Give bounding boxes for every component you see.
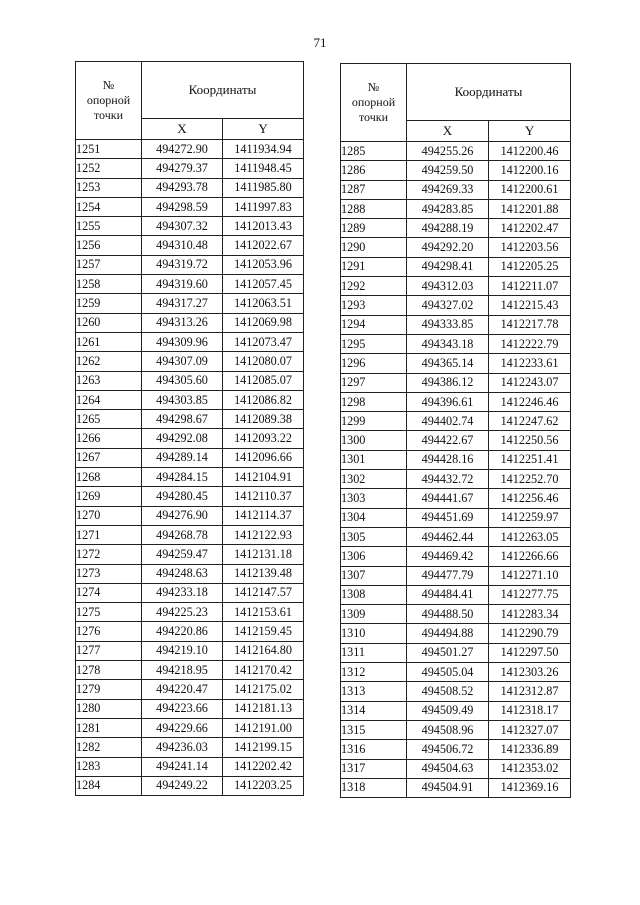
y-coordinate-cell: 1412318.17: [489, 701, 571, 720]
table-row: [341, 412, 571, 431]
point-number-cell: 1283: [76, 757, 142, 776]
table-row: [341, 180, 571, 199]
point-number-cell: 1256: [76, 236, 142, 255]
table-row: [341, 778, 571, 797]
x-header: X: [142, 119, 223, 140]
point-number-cell: 1297: [341, 373, 407, 392]
point-number-symbol: №: [102, 78, 115, 92]
x-coordinate-cell: 494312.03: [407, 277, 489, 296]
y-coordinate-cell: 1412256.46: [489, 489, 571, 508]
x-coordinate-cell: 494509.49: [407, 701, 489, 720]
table-row: [341, 585, 571, 604]
point-number-cell: 1302: [341, 470, 407, 489]
table-row: [341, 682, 571, 701]
point-number-cell: 1287: [341, 180, 407, 199]
point-number-cell: 1301: [341, 450, 407, 469]
table-row: [76, 332, 304, 351]
x-coordinate-cell: 494233.18: [142, 583, 223, 602]
x-coordinate-cell: 494279.37: [142, 159, 223, 178]
y-coordinate-cell: 1412297.50: [489, 643, 571, 662]
table-row: [341, 161, 571, 180]
y-coordinate-cell: 1412215.43: [489, 296, 571, 315]
point-number-cell: 1286: [341, 161, 407, 180]
point-number-word-1: опорной: [351, 95, 396, 109]
point-number-cell: 1276: [76, 622, 142, 641]
table-row: [341, 508, 571, 527]
x-coordinate-cell: 494298.41: [407, 257, 489, 276]
y-coordinate-cell: 1412200.16: [489, 161, 571, 180]
point-number-cell: 1318: [341, 778, 407, 797]
x-coordinate-cell: 494488.50: [407, 605, 489, 624]
x-coordinate-cell: 494343.18: [407, 334, 489, 353]
table-row: [76, 661, 304, 680]
point-number-cell: 1295: [341, 334, 407, 353]
table-row: [76, 468, 304, 487]
table-row: [341, 315, 571, 334]
point-number-cell: 1254: [76, 197, 142, 216]
x-coordinate-cell: 494225.23: [142, 603, 223, 622]
x-coordinate-cell: 494241.14: [142, 757, 223, 776]
point-number-cell: 1266: [76, 429, 142, 448]
table-row: [341, 489, 571, 508]
x-coordinate-cell: 494402.74: [407, 412, 489, 431]
y-coordinate-cell: 1412170.42: [223, 661, 304, 680]
x-coordinate-cell: 494248.63: [142, 564, 223, 583]
table-row: [76, 718, 304, 737]
table-row: [76, 275, 304, 294]
table-row: [341, 354, 571, 373]
y-header: Y: [223, 119, 304, 140]
y-coordinate-cell: 1411997.83: [223, 197, 304, 216]
table-row: [76, 390, 304, 409]
point-number-cell: 1308: [341, 585, 407, 604]
x-coordinate-cell: 494451.69: [407, 508, 489, 527]
y-coordinate-cell: 1412122.93: [223, 525, 304, 544]
x-coordinate-cell: 494249.22: [142, 776, 223, 795]
point-number-cell: 1307: [341, 566, 407, 585]
y-coordinate-cell: 1412104.91: [223, 468, 304, 487]
point-number-cell: 1279: [76, 680, 142, 699]
x-coordinate-cell: 494276.90: [142, 506, 223, 525]
y-coordinate-cell: 1412203.56: [489, 238, 571, 257]
y-coordinate-cell: 1412252.70: [489, 470, 571, 489]
point-number-cell: 1281: [76, 718, 142, 737]
x-coordinate-cell: 494305.60: [142, 371, 223, 390]
y-coordinate-cell: 1412063.51: [223, 294, 304, 313]
x-coordinate-cell: 494428.16: [407, 450, 489, 469]
point-number-cell: 1290: [341, 238, 407, 257]
table-row: [76, 545, 304, 564]
table-body-right: [341, 142, 571, 798]
point-number-cell: 1293: [341, 296, 407, 315]
y-coordinate-cell: 1411985.80: [223, 178, 304, 197]
point-number-cell: 1292: [341, 277, 407, 296]
point-number-header: [76, 62, 142, 140]
point-number-cell: 1298: [341, 392, 407, 411]
point-number-cell: 1304: [341, 508, 407, 527]
y-coordinate-cell: 1412147.57: [223, 583, 304, 602]
point-number-cell: 1306: [341, 547, 407, 566]
y-coordinate-cell: 1412093.22: [223, 429, 304, 448]
x-coordinate-cell: 494283.85: [407, 199, 489, 218]
table-row: [76, 564, 304, 583]
page-number: 71: [313, 35, 327, 50]
table-row: [76, 197, 304, 216]
y-coordinate-cell: 1412159.45: [223, 622, 304, 641]
point-number-cell: 1268: [76, 468, 142, 487]
y-coordinate-cell: 1412073.47: [223, 332, 304, 351]
y-coordinate-cell: 1412053.96: [223, 255, 304, 274]
point-number-cell: 1269: [76, 487, 142, 506]
x-coordinate-cell: 494319.72: [142, 255, 223, 274]
x-coordinate-cell: 494298.67: [142, 410, 223, 429]
y-coordinate-cell: 1412131.18: [223, 545, 304, 564]
point-number-cell: 1255: [76, 217, 142, 236]
table-row: [76, 159, 304, 178]
point-number-cell: 1259: [76, 294, 142, 313]
table-row: [341, 277, 571, 296]
point-number-cell: 1284: [76, 776, 142, 795]
x-coordinate-cell: 494506.72: [407, 740, 489, 759]
point-number-cell: 1285: [341, 142, 407, 161]
table-row: [341, 257, 571, 276]
point-number-word-1: опорной: [86, 93, 131, 107]
y-coordinate-cell: 1412246.46: [489, 392, 571, 411]
y-coordinate-cell: 1412089.38: [223, 410, 304, 429]
point-number-cell: 1289: [341, 219, 407, 238]
table-row: [341, 334, 571, 353]
point-number-cell: 1299: [341, 412, 407, 431]
x-coordinate-cell: 494219.10: [142, 641, 223, 660]
coordinates-table-right: [340, 63, 571, 798]
table-row: [76, 236, 304, 255]
x-coordinate-cell: 494508.52: [407, 682, 489, 701]
x-coordinate-cell: 494462.44: [407, 527, 489, 546]
point-number-cell: 1314: [341, 701, 407, 720]
point-number-cell: 1309: [341, 605, 407, 624]
x-coordinate-cell: 494269.33: [407, 180, 489, 199]
x-coordinate-cell: 494504.91: [407, 778, 489, 797]
point-number-cell: 1316: [341, 740, 407, 759]
x-coordinate-cell: 494220.86: [142, 622, 223, 641]
x-coordinate-cell: 494501.27: [407, 643, 489, 662]
y-coordinate-cell: 1412202.47: [489, 219, 571, 238]
x-coordinate-cell: 494319.60: [142, 275, 223, 294]
table-row: [76, 294, 304, 313]
point-number-cell: 1265: [76, 410, 142, 429]
table-row: [76, 506, 304, 525]
point-number-cell: 1253: [76, 178, 142, 197]
table-row: [76, 641, 304, 660]
point-number-cell: 1260: [76, 313, 142, 332]
point-number-cell: 1257: [76, 255, 142, 274]
point-number-cell: 1258: [76, 275, 142, 294]
x-coordinate-cell: 494292.20: [407, 238, 489, 257]
y-coordinate-cell: 1412013.43: [223, 217, 304, 236]
coordinates-header: Координаты: [407, 64, 571, 121]
table-row: [76, 487, 304, 506]
x-coordinate-cell: 494317.27: [142, 294, 223, 313]
table-row: [341, 450, 571, 469]
table-row: [76, 583, 304, 602]
point-number-cell: 1305: [341, 527, 407, 546]
x-coordinate-cell: 494292.08: [142, 429, 223, 448]
y-coordinate-cell: 1412114.37: [223, 506, 304, 525]
table-row: [341, 566, 571, 585]
x-coordinate-cell: 494365.14: [407, 354, 489, 373]
point-number-cell: 1262: [76, 352, 142, 371]
x-coordinate-cell: 494288.19: [407, 219, 489, 238]
x-coordinate-cell: 494268.78: [142, 525, 223, 544]
point-number-cell: 1288: [341, 199, 407, 218]
table-row: [341, 643, 571, 662]
x-coordinate-cell: 494441.67: [407, 489, 489, 508]
table-row: [76, 603, 304, 622]
point-number-cell: 1252: [76, 159, 142, 178]
y-coordinate-cell: 1412139.48: [223, 564, 304, 583]
table-row: [76, 410, 304, 429]
x-coordinate-cell: 494469.42: [407, 547, 489, 566]
table-row: [76, 371, 304, 390]
table-row: [341, 142, 571, 161]
y-coordinate-cell: 1411948.45: [223, 159, 304, 178]
table-row: [341, 199, 571, 218]
y-coordinate-cell: 1412243.07: [489, 373, 571, 392]
y-coordinate-cell: 1412181.13: [223, 699, 304, 718]
y-coordinate-cell: 1412217.78: [489, 315, 571, 334]
y-coordinate-cell: 1412336.89: [489, 740, 571, 759]
x-coordinate-cell: 494289.14: [142, 448, 223, 467]
y-coordinate-cell: 1412277.75: [489, 585, 571, 604]
point-number-cell: 1271: [76, 525, 142, 544]
x-coordinate-cell: 494386.12: [407, 373, 489, 392]
table-row: [341, 624, 571, 643]
table-row: [341, 392, 571, 411]
table-row: [341, 605, 571, 624]
y-coordinate-cell: 1412057.45: [223, 275, 304, 294]
x-header: X: [407, 121, 489, 142]
table-row: [341, 470, 571, 489]
y-coordinate-cell: 1412303.26: [489, 663, 571, 682]
y-coordinate-cell: 1412202.42: [223, 757, 304, 776]
point-number-cell: 1274: [76, 583, 142, 602]
table-row: [76, 757, 304, 776]
point-number-header: [341, 64, 407, 142]
x-coordinate-cell: 494327.02: [407, 296, 489, 315]
table-row: [341, 701, 571, 720]
y-coordinate-cell: 1412327.07: [489, 720, 571, 739]
point-number-symbol: №: [367, 80, 380, 94]
y-coordinate-cell: 1412283.34: [489, 605, 571, 624]
x-coordinate-cell: 494477.79: [407, 566, 489, 585]
table-row: [76, 217, 304, 236]
x-coordinate-cell: 494504.63: [407, 759, 489, 778]
coordinates-header: Координаты: [142, 62, 304, 119]
x-coordinate-cell: 494484.41: [407, 585, 489, 604]
point-number-cell: 1291: [341, 257, 407, 276]
x-coordinate-cell: 494508.96: [407, 720, 489, 739]
y-coordinate-cell: 1412096.66: [223, 448, 304, 467]
table-row: [341, 547, 571, 566]
point-number-cell: 1273: [76, 564, 142, 583]
table-row: [341, 296, 571, 315]
y-coordinate-cell: 1412266.66: [489, 547, 571, 566]
table-row: [76, 622, 304, 641]
x-coordinate-cell: 494309.96: [142, 332, 223, 351]
y-coordinate-cell: 1412263.05: [489, 527, 571, 546]
x-coordinate-cell: 494505.04: [407, 663, 489, 682]
table-row: [341, 431, 571, 450]
table-row: [76, 178, 304, 197]
y-coordinate-cell: 1412211.07: [489, 277, 571, 296]
table-row: [341, 740, 571, 759]
point-number-cell: 1313: [341, 682, 407, 701]
x-coordinate-cell: 494396.61: [407, 392, 489, 411]
x-coordinate-cell: 494422.67: [407, 431, 489, 450]
table-row: [341, 720, 571, 739]
y-coordinate-cell: 1412085.07: [223, 371, 304, 390]
point-number-cell: 1263: [76, 371, 142, 390]
x-coordinate-cell: 494310.48: [142, 236, 223, 255]
point-number-cell: 1272: [76, 545, 142, 564]
point-number-cell: 1303: [341, 489, 407, 508]
point-number-cell: 1317: [341, 759, 407, 778]
point-number-cell: 1251: [76, 140, 142, 159]
point-number-cell: 1280: [76, 699, 142, 718]
table-row: [76, 525, 304, 544]
point-number-cell: 1312: [341, 663, 407, 682]
point-number-cell: 1277: [76, 641, 142, 660]
y-coordinate-cell: 1412199.15: [223, 738, 304, 757]
point-number-cell: 1296: [341, 354, 407, 373]
table-row: [76, 352, 304, 371]
point-number-cell: 1300: [341, 431, 407, 450]
point-number-word-2: точки: [93, 108, 124, 122]
y-coordinate-cell: 1412201.88: [489, 199, 571, 218]
x-coordinate-cell: 494494.88: [407, 624, 489, 643]
point-number-cell: 1310: [341, 624, 407, 643]
y-coordinate-cell: 1412153.61: [223, 603, 304, 622]
x-coordinate-cell: 494255.26: [407, 142, 489, 161]
y-header: Y: [489, 121, 571, 142]
x-coordinate-cell: 494284.15: [142, 468, 223, 487]
y-coordinate-cell: 1412175.02: [223, 680, 304, 699]
y-coordinate-cell: 1412369.16: [489, 778, 571, 797]
y-coordinate-cell: 1412290.79: [489, 624, 571, 643]
y-coordinate-cell: 1412080.07: [223, 352, 304, 371]
y-coordinate-cell: 1412022.67: [223, 236, 304, 255]
x-coordinate-cell: 494313.26: [142, 313, 223, 332]
y-coordinate-cell: 1412247.62: [489, 412, 571, 431]
y-coordinate-cell: 1412200.46: [489, 142, 571, 161]
x-coordinate-cell: 494432.72: [407, 470, 489, 489]
point-number-cell: 1275: [76, 603, 142, 622]
table-row: [76, 699, 304, 718]
table-body-left: [76, 140, 304, 796]
y-coordinate-cell: 1412251.41: [489, 450, 571, 469]
x-coordinate-cell: 494259.50: [407, 161, 489, 180]
y-coordinate-cell: 1412233.61: [489, 354, 571, 373]
table-row: [76, 738, 304, 757]
x-coordinate-cell: 494307.32: [142, 217, 223, 236]
y-coordinate-cell: 1412250.56: [489, 431, 571, 450]
point-number-cell: 1315: [341, 720, 407, 739]
y-coordinate-cell: 1412164.80: [223, 641, 304, 660]
point-number-cell: 1278: [76, 661, 142, 680]
y-coordinate-cell: 1412222.79: [489, 334, 571, 353]
table-row: [76, 255, 304, 274]
x-coordinate-cell: 494303.85: [142, 390, 223, 409]
x-coordinate-cell: 494259.47: [142, 545, 223, 564]
table-row: [341, 238, 571, 257]
x-coordinate-cell: 494218.95: [142, 661, 223, 680]
table-row: [76, 313, 304, 332]
x-coordinate-cell: 494298.59: [142, 197, 223, 216]
table-row: [341, 219, 571, 238]
y-coordinate-cell: 1412205.25: [489, 257, 571, 276]
table-row: [76, 680, 304, 699]
point-number-cell: 1261: [76, 332, 142, 351]
x-coordinate-cell: 494272.90: [142, 140, 223, 159]
x-coordinate-cell: 494280.45: [142, 487, 223, 506]
y-coordinate-cell: 1412353.02: [489, 759, 571, 778]
x-coordinate-cell: 494236.03: [142, 738, 223, 757]
table-row: [341, 759, 571, 778]
y-coordinate-cell: 1412203.25: [223, 776, 304, 795]
x-coordinate-cell: 494333.85: [407, 315, 489, 334]
table-row: [341, 527, 571, 546]
coordinates-table-left: [75, 61, 304, 796]
y-coordinate-cell: 1412200.61: [489, 180, 571, 199]
y-coordinate-cell: 1412271.10: [489, 566, 571, 585]
x-coordinate-cell: 494223.66: [142, 699, 223, 718]
point-number-cell: 1282: [76, 738, 142, 757]
y-coordinate-cell: 1412191.00: [223, 718, 304, 737]
y-coordinate-cell: 1412110.37: [223, 487, 304, 506]
x-coordinate-cell: 494229.66: [142, 718, 223, 737]
x-coordinate-cell: 494307.09: [142, 352, 223, 371]
point-number-word-2: точки: [358, 110, 389, 124]
table-row: [76, 140, 304, 159]
x-coordinate-cell: 494220.47: [142, 680, 223, 699]
y-coordinate-cell: 1412312.87: [489, 682, 571, 701]
y-coordinate-cell: 1412259.97: [489, 508, 571, 527]
x-coordinate-cell: 494293.78: [142, 178, 223, 197]
point-number-cell: 1267: [76, 448, 142, 467]
table-row: [341, 663, 571, 682]
point-number-cell: 1270: [76, 506, 142, 525]
table-row: [76, 429, 304, 448]
table-row: [341, 373, 571, 392]
y-coordinate-cell: 1412086.82: [223, 390, 304, 409]
point-number-cell: 1294: [341, 315, 407, 334]
table-row: [76, 776, 304, 795]
point-number-cell: 1311: [341, 643, 407, 662]
y-coordinate-cell: 1412069.98: [223, 313, 304, 332]
table-row: [76, 448, 304, 467]
point-number-cell: 1264: [76, 390, 142, 409]
y-coordinate-cell: 1411934.94: [223, 140, 304, 159]
